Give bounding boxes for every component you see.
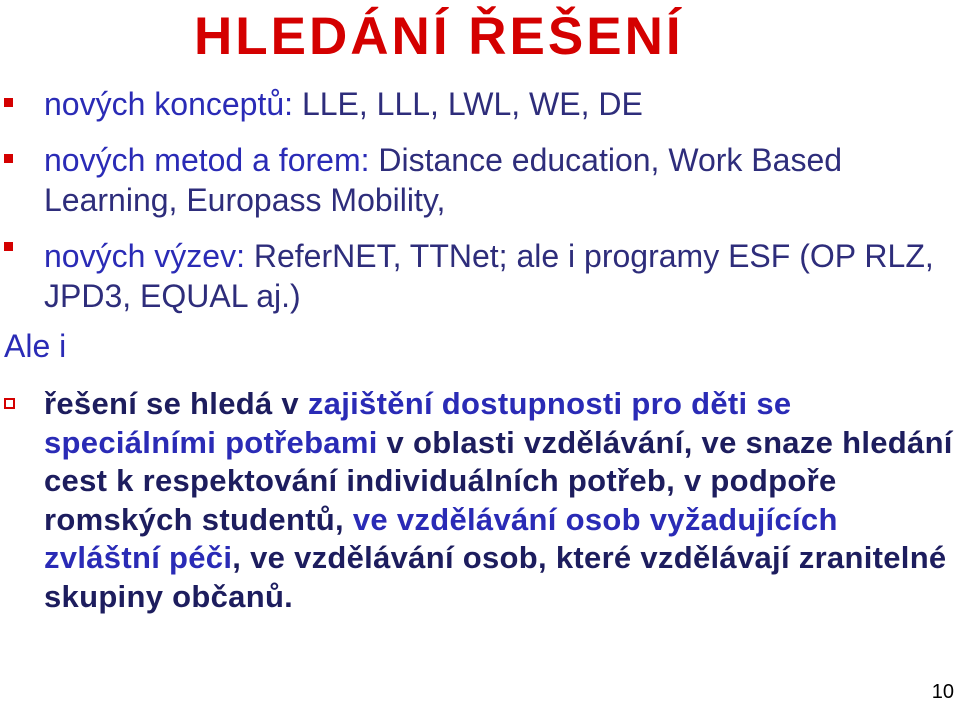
bullet-prefix: nových konceptů:: [44, 86, 302, 122]
page-number: 10: [931, 681, 954, 703]
bullet-item-methods: [44, 140, 954, 220]
bullet-item-concepts: [44, 84, 954, 124]
solution-paragraph: [44, 385, 959, 616]
square-bullet-icon: [4, 154, 13, 163]
square-bullet-icon: [4, 242, 13, 251]
paragraph-text: , ve vzdělávání osob, které vzdělávají zranitelné skupiny občanů.: [44, 540, 947, 614]
paragraph-text: v oblasti vzdělávání, ve snaze hledání cest k respektování individuálních potřeb, v podpoře romských studentů,: [44, 424, 953, 537]
paragraph-text: řešení se hledá v: [44, 386, 308, 421]
bullet-prefix: nových výzev:: [44, 238, 254, 274]
paragraph-highlight: zajištění dostupnosti pro děti se speciálními potřebami: [44, 386, 792, 460]
paragraph-highlight: ve vzdělávání osob vyžadujících zvláštní péči: [44, 501, 838, 575]
bullet-prefix: nových metod a forem:: [44, 142, 379, 178]
hollow-square-bullet-icon: [4, 398, 15, 409]
bullet-item-challenges: [44, 236, 954, 316]
bullet-text: LLE, LLL, LWL, WE, DE: [301, 86, 643, 122]
bullet-text: Distance education, Work Based Learning, Europass Mobility,: [44, 142, 843, 218]
slide-title: HLEDÁNÍ ŘEŠENÍ: [194, 7, 684, 66]
bullet-text: ReferNET, TTNet; ale i programy ESF (OP RLZ, JPD3, EQUAL aj.): [44, 238, 934, 314]
square-bullet-icon: [4, 98, 13, 107]
ale-i-label: Ale i: [4, 328, 67, 364]
